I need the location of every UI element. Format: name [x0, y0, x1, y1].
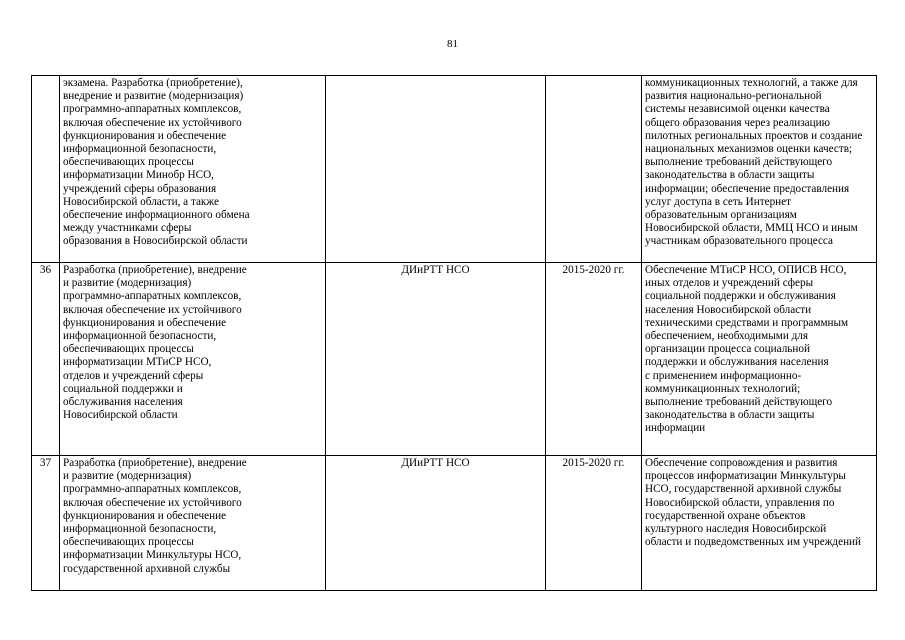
result-line: законодательства в области защиты	[645, 169, 815, 182]
result-line: законодательства в области защиты	[645, 409, 815, 422]
result-line: информации; обеспечение предоставления	[645, 182, 850, 195]
period-cell	[546, 76, 642, 263]
activity-line: Разработка (приобретение), внедрение	[63, 264, 247, 276]
activity-line: внедрение и развитие (модернизация)	[63, 90, 244, 103]
activity-line: функционирования и обеспечение	[63, 316, 227, 329]
period-cell: 2015-2020 гг.	[546, 456, 642, 591]
executor-cell	[326, 76, 546, 263]
result-line: техническими средствами и программным	[645, 316, 849, 329]
program-activities-table	[31, 75, 877, 591]
row-number: 37	[32, 456, 60, 591]
result-line: организации процесса социальной	[645, 343, 810, 356]
activity-line: образования в Новосибирской области	[63, 235, 248, 248]
result-line: коммуникационных технологий;	[645, 382, 801, 395]
result-line: населения Новосибирской области	[645, 303, 812, 316]
activity-line: Новосибирской области, а также	[63, 195, 219, 208]
activity-line: отделов и учреждений сферы	[63, 369, 204, 382]
result-line: культурного наследия Новосибирской	[645, 523, 827, 536]
result-line: развития национально-региональной	[645, 90, 822, 103]
result-line: Новосибирской области, ММЦ НСО и иным	[645, 222, 858, 235]
activity-line: обеспечение информационного обмена	[63, 209, 250, 222]
row-number: 36	[32, 263, 60, 456]
result-line: с применением информационно-	[645, 369, 802, 382]
page-number: 81	[447, 38, 458, 50]
result-line: Новосибирской области, управления по	[645, 496, 835, 509]
result-line: выполнение требований действующего	[645, 396, 833, 409]
result-line: общего образования через реализацию	[645, 116, 830, 129]
result-cell	[642, 456, 877, 591]
table-row	[32, 76, 877, 263]
activity-line: учреждений сферы образования	[63, 182, 217, 195]
result-line: области и подведомственных им учреждений	[645, 536, 862, 549]
activity-line: между участниками сферы	[63, 222, 192, 235]
activity-line: социальной поддержки и	[63, 382, 183, 395]
activity-line: информационной безопасности,	[63, 330, 217, 343]
result-line: социальной поддержки и обслуживания	[645, 290, 836, 303]
activity-line: Разработка (приобретение), внедрение	[63, 457, 247, 469]
activity-line: обеспечивающих процессы	[63, 536, 194, 549]
result-line: обеспечением, необходимыми для	[645, 330, 809, 343]
result-line: услуг доступа в сеть Интернет	[645, 195, 792, 208]
activity-line: включая обеспечение их устойчивого	[63, 303, 242, 316]
activity-line: функционирования и обеспечение	[63, 129, 227, 142]
result-line: Обеспечение сопровождения и развития	[645, 457, 838, 469]
executor-cell: ДИиРТТ НСО	[326, 263, 546, 456]
result-line: процессов информатизации Минкультуры	[645, 470, 846, 483]
result-line: образовательным организациям	[645, 209, 797, 222]
activity-line: Новосибирской области	[63, 409, 178, 422]
activity-line: программно-аппаратных комплексов,	[63, 483, 242, 496]
activity-line: информатизации Минобр НСО,	[63, 169, 214, 182]
activity-line: и развитие (модернизация)	[63, 470, 192, 483]
activity-line: включая обеспечение их устойчивого	[63, 496, 242, 509]
activity-line: государственной архивной службы	[63, 562, 231, 575]
activity-cell	[60, 263, 326, 456]
result-line: Обеспечение МТиСР НСО, ОПИСВ НСО,	[645, 264, 847, 276]
result-line: информации	[645, 422, 706, 435]
result-line: национальных механизмов оценки качеств;	[645, 143, 853, 156]
activity-line: экзамена. Разработка (приобретение),	[63, 77, 243, 89]
activity-line: информатизации МТиСР НСО,	[63, 356, 212, 369]
result-line: пилотных региональных проектов и создание	[645, 129, 863, 142]
activity-line: функционирования и обеспечение	[63, 509, 227, 522]
period-cell: 2015-2020 гг.	[546, 263, 642, 456]
activity-line: информационной безопасности,	[63, 143, 217, 156]
table-row	[32, 263, 877, 456]
activity-line: и развитие (модернизация)	[63, 277, 192, 290]
result-line: иных отделов и учреждений сферы	[645, 277, 814, 290]
activity-line: обеспечивающих процессы	[63, 156, 194, 169]
executor-cell: ДИиРТТ НСО	[326, 456, 546, 591]
result-line: коммуникационных технологий, а также для	[645, 77, 858, 89]
activity-cell	[60, 76, 326, 263]
row-number	[32, 76, 60, 263]
activity-line: информационной безопасности,	[63, 523, 217, 536]
result-line: системы независимой оценки качества	[645, 103, 830, 116]
result-line: НСО, государственной архивной службы	[645, 483, 842, 496]
result-line: участникам образовательного процесса	[645, 235, 833, 248]
result-line: выполнение требований действующего	[645, 156, 833, 169]
activity-line: обслуживания населения	[63, 396, 183, 409]
result-cell	[642, 263, 877, 456]
activity-line: обеспечивающих процессы	[63, 343, 194, 356]
result-cell	[642, 76, 877, 263]
activity-line: программно-аппаратных комплексов,	[63, 290, 242, 303]
activity-line: информатизации Минкультуры НСО,	[63, 549, 242, 562]
table-row	[32, 456, 877, 591]
activity-line: программно-аппаратных комплексов,	[63, 103, 242, 116]
activity-cell	[60, 456, 326, 591]
activity-line: включая обеспечение их устойчивого	[63, 116, 242, 129]
result-line: государственной охране объектов	[645, 509, 806, 522]
result-line: поддержки и обслуживания населения	[645, 356, 829, 369]
